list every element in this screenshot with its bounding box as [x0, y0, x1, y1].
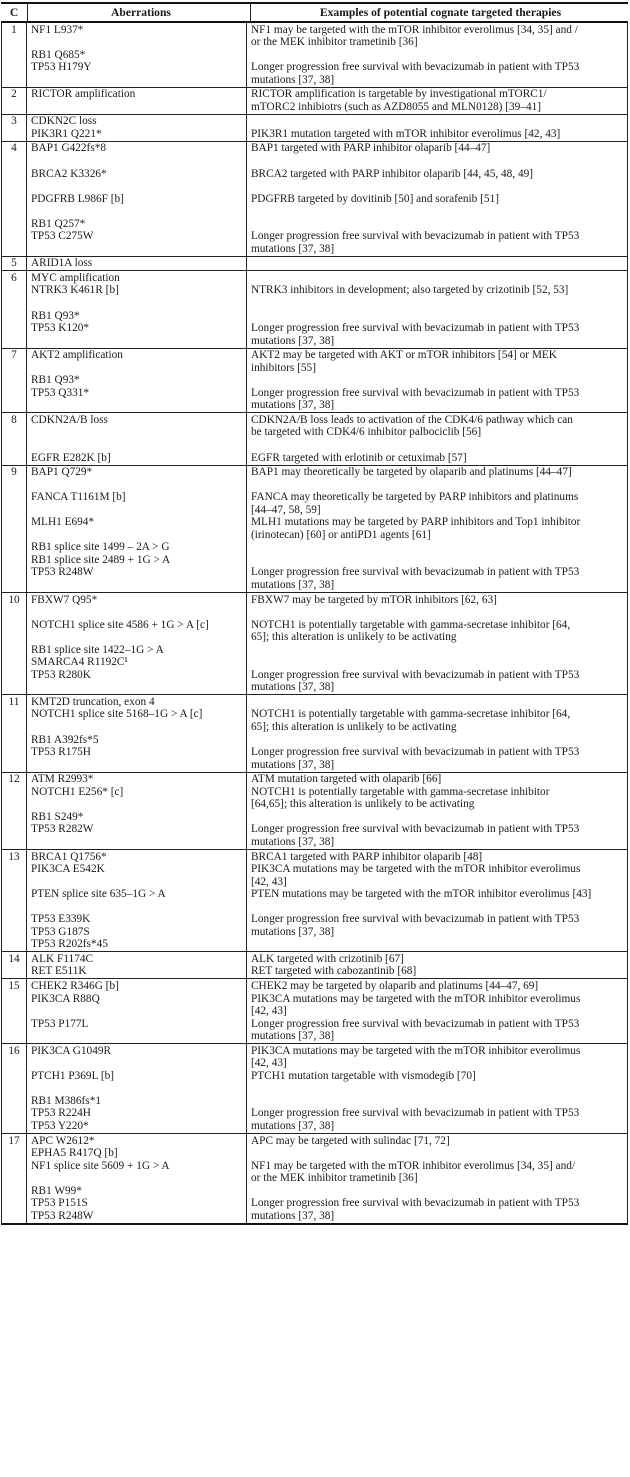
aberrations-cell — [27, 271, 247, 347]
aberration-line — [31, 876, 246, 889]
aberration-line: PIK3R1 Q221* — [31, 127, 102, 140]
therapy-line: NOTCH1 is potentially targetable with gamma-secretase inhibitor [64, — [251, 708, 571, 721]
table-row — [1, 850, 628, 952]
case-number: 9 — [2, 466, 27, 592]
aberration-line — [31, 606, 246, 619]
therapy-line: AKT2 may be targeted with AKT or mTOR inhibitors [54] or MEK — [251, 349, 557, 362]
aberrations-cell — [27, 952, 247, 978]
table-row — [1, 979, 628, 1044]
therapies-cell — [247, 142, 627, 256]
therapy-line: inhibitors [55] — [251, 361, 316, 374]
therapy-line — [251, 218, 625, 231]
aberration-line — [31, 155, 246, 168]
therapy-line: (irinotecan) [60] or antiPD1 agents [61] — [251, 528, 431, 541]
aberrations-table — [1, 2, 628, 1225]
therapy-line — [251, 257, 625, 270]
aberration-line — [31, 205, 246, 218]
therapy-line: 65]; this alteration is unlikely to be activating — [251, 721, 457, 734]
aberration-line: TP53 C275W — [31, 230, 94, 243]
therapy-line: RET targeted with cabozantinib [68] — [251, 965, 417, 978]
therapy-line: Longer progression free survival with bevacizumab in patient with TP53 — [251, 746, 580, 759]
therapy-line: BRCA1 targeted with PARP inhibitor olaparib [48] — [251, 850, 483, 863]
aberration-line: NF1 splice site 5609 + 1G > A — [31, 1159, 170, 1172]
aberration-line — [31, 335, 246, 348]
therapies-cell — [247, 413, 627, 464]
aberrations-cell — [27, 115, 247, 141]
table-row — [1, 952, 628, 979]
therapy-line — [251, 734, 625, 747]
aberration-line: BAP1 G422fs*8 — [31, 142, 107, 155]
aberration-line: TP53 H179Y — [31, 61, 92, 74]
aberration-line: MLH1 E694* — [31, 516, 95, 529]
aberration-line — [31, 529, 246, 542]
therapy-line: NTRK3 inhibitors in development; also targeted by crizotinib [52, 53] — [251, 284, 569, 297]
aberration-line: TP53 R282W — [31, 823, 94, 836]
case-number: 11 — [2, 695, 27, 771]
therapies-cell — [247, 115, 627, 141]
therapy-line: NF1 may be targeted with the mTOR inhibitor everolimus [34, 35] and/ — [251, 1159, 576, 1172]
therapy-line: mutations [37, 38] — [251, 73, 335, 86]
therapy-line: mutations [37, 38] — [251, 835, 335, 848]
aberration-line: RICTOR amplification — [31, 88, 136, 101]
table-row — [1, 1044, 628, 1134]
aberration-line: BAP1 Q729* — [31, 466, 93, 479]
aberration-line: RB1 splice site 1499 – 2A > G — [31, 541, 170, 554]
aberration-line: TP53 R248W — [31, 1209, 94, 1222]
case-number: 15 — [2, 979, 27, 1043]
aberration-line — [31, 504, 246, 517]
therapy-line: mutations [37, 38] — [251, 334, 335, 347]
aberrations-cell — [27, 349, 247, 413]
aberration-line: RET E511K — [31, 965, 87, 978]
therapies-cell — [247, 850, 627, 951]
aberration-line — [31, 36, 246, 49]
therapies-cell — [247, 695, 627, 771]
aberration-line: AKT2 amplification — [31, 349, 123, 362]
aberration-line: BRCA1 Q1756* — [31, 850, 107, 863]
aberration-line: TP53 Q331* — [31, 386, 90, 399]
therapies-cell — [247, 1134, 627, 1223]
aberration-line: PIK3CA E542K — [31, 863, 105, 876]
therapy-line: [42, 43] — [251, 875, 287, 888]
therapy-line — [251, 811, 625, 824]
aberrations-cell — [27, 88, 247, 114]
therapy-line: 65]; this alteration is unlikely to be activating — [251, 631, 457, 644]
therapy-line — [251, 541, 625, 554]
aberration-line: NOTCH1 E256* [c] — [31, 785, 124, 798]
therapy-line — [251, 155, 625, 168]
aberration-line: TP53 K120* — [31, 322, 90, 335]
therapy-line: ALK targeted with crizotinib [67] — [251, 952, 404, 965]
aberration-line: EGFR E282K [b] — [31, 451, 111, 464]
aberrations-cell — [27, 257, 247, 271]
therapy-line: NF1 may be targeted with the mTOR inhibitor everolimus [34, 35] and / — [251, 23, 578, 36]
aberration-line — [31, 362, 246, 375]
aberration-line: ARID1A loss — [31, 257, 93, 270]
therapy-line: Longer progression free survival with bevacizumab in patient with TP53 — [251, 230, 580, 243]
aberration-line: NOTCH1 splice site 5168–1G > A [c] — [31, 708, 203, 721]
therapy-line — [251, 479, 625, 492]
aberration-line: TP53 R224H — [31, 1107, 91, 1120]
therapy-line — [251, 297, 625, 310]
aberration-line: TP53 R202fs*45 — [31, 938, 108, 951]
aberrations-cell — [27, 1134, 247, 1223]
aberrations-cell — [27, 23, 247, 87]
therapy-line: ATM mutation targeted with olaparib [66] — [251, 773, 442, 786]
therapy-line — [251, 554, 625, 567]
therapy-line: Longer progression free survival with bevacizumab in patient with TP53 — [251, 61, 580, 74]
aberration-line: KMT2D truncation, exon 4 — [31, 695, 155, 708]
therapy-line: PIK3R1 mutation targeted with mTOR inhibitor everolimus [42, 43] — [251, 127, 561, 140]
aberration-line — [31, 426, 246, 439]
aberration-line: MYC amplification — [31, 271, 120, 284]
therapy-line: FBXW7 may be targeted by mTOR inhibitors [62, 63] — [251, 593, 497, 606]
case-number: 2 — [2, 88, 27, 114]
therapy-line — [251, 938, 625, 951]
therapies-cell — [247, 466, 627, 592]
table-row — [1, 142, 628, 257]
case-number: 4 — [2, 142, 27, 256]
therapy-line — [251, 901, 625, 914]
table-row — [1, 88, 628, 115]
therapies-cell — [247, 271, 627, 347]
aberrations-cell — [27, 1044, 247, 1133]
aberrations-cell — [27, 466, 247, 592]
aberration-line: NTRK3 K461R [b] — [31, 284, 119, 297]
aberration-line: PTCH1 P369L [b] — [31, 1069, 115, 1082]
therapy-line: PIK3CA mutations may be targeted with the mTOR inhibitor everolimus — [251, 992, 581, 1005]
therapy-line — [251, 606, 625, 619]
therapy-line: mutations [37, 38] — [251, 242, 335, 255]
therapy-line: Longer progression free survival with bevacizumab in patient with TP53 — [251, 322, 580, 335]
aberration-line — [31, 439, 246, 452]
therapy-line: BAP1 targeted with PARP inhibitor olaparib [44–47] — [251, 142, 491, 155]
aberration-line — [31, 101, 246, 114]
therapy-line: mutations [37, 38] — [251, 399, 335, 412]
therapy-line: mTORC2 inhibiotrs (such as AZD8055 and MLN0128) [39–41] — [251, 100, 542, 113]
therapy-line — [251, 115, 625, 128]
therapy-line: PTCH1 mutation targetable with vismodegib [70] — [251, 1069, 476, 1082]
aberrations-cell — [27, 979, 247, 1043]
aberration-line — [31, 180, 246, 193]
therapy-line: PIK3CA mutations may be targeted with the mTOR inhibitor everolimus — [251, 863, 581, 876]
therapy-line: [42, 43] — [251, 1005, 287, 1018]
table-row — [1, 115, 628, 142]
aberration-line: NF1 L937* — [31, 23, 84, 36]
therapy-line: Longer progression free survival with bevacizumab in patient with TP53 — [251, 823, 580, 836]
therapy-line: [42, 43] — [251, 1057, 287, 1070]
therapy-line: Longer progression free survival with bevacizumab in patient with TP53 — [251, 566, 580, 579]
aberrations-cell — [27, 593, 247, 694]
therapy-line — [251, 49, 625, 62]
therapies-cell — [247, 349, 627, 413]
aberration-line: RB1 A392fs*5 — [31, 733, 99, 746]
case-number: 13 — [2, 850, 27, 951]
therapy-line: PTEN mutations may be targeted with the mTOR inhibitor everolimus [43] — [251, 888, 592, 901]
therapy-line: mutations [37, 38] — [251, 681, 335, 694]
aberration-line — [31, 901, 246, 914]
aberration-line: NOTCH1 splice site 4586 + 1G > A [c] — [31, 618, 209, 631]
therapy-line: mutations [37, 38] — [251, 1030, 335, 1043]
therapy-line — [251, 644, 625, 657]
table-body — [1, 23, 628, 1223]
therapy-line: Longer progression free survival with bevacizumab in patient with TP53 — [251, 913, 580, 926]
therapy-line: Longer progression free survival with bevacizumab in patient with TP53 — [251, 1197, 580, 1210]
aberration-line — [31, 579, 246, 592]
therapy-line — [251, 310, 625, 323]
aberration-line: RB1 Q93* — [31, 374, 80, 387]
aberration-line: RB1 splice site 1422–1G > A — [31, 643, 164, 656]
table-row — [1, 413, 628, 465]
therapies-cell — [247, 257, 627, 271]
aberration-line: TP53 G187S — [31, 925, 90, 938]
therapy-line: be targeted with CDK4/6 inhibitor palbociclib [56] — [251, 426, 482, 439]
therapy-line: MLH1 mutations may be targeted by PARP inhibitors and Top1 inhibitor — [251, 516, 581, 529]
aberration-line — [31, 836, 246, 849]
case-number: 14 — [2, 952, 27, 978]
aberrations-cell — [27, 695, 247, 771]
table-row — [1, 593, 628, 695]
therapy-line: mutations [37, 38] — [251, 758, 335, 771]
aberration-line: CDKN2C loss — [31, 115, 97, 128]
therapy-line: mutations [37, 38] — [251, 1119, 335, 1132]
aberration-line — [31, 1082, 246, 1095]
aberration-line: RB1 splice site 2489 + 1G > A — [31, 553, 171, 566]
therapy-line: PDGFRB targeted by dovitinib [50] and sorafenib [51] — [251, 192, 499, 205]
aberration-line — [31, 1172, 246, 1185]
aberration-line — [31, 479, 246, 492]
aberration-line: RB1 W99* — [31, 1184, 82, 1197]
aberration-line: BRCA2 K3326* — [31, 167, 107, 180]
table-row — [1, 271, 628, 348]
therapies-cell — [247, 23, 627, 87]
aberration-line: PTEN splice site 635–1G > A — [31, 888, 166, 901]
table-row — [1, 349, 628, 414]
therapies-cell — [247, 979, 627, 1043]
therapy-line — [251, 1185, 625, 1198]
aberration-line: RB1 Q685* — [31, 48, 86, 61]
case-number: 6 — [2, 271, 27, 347]
therapy-line: CDKN2A/B loss leads to activation of the CDK4/6 pathway which can — [251, 413, 573, 426]
aberration-line — [31, 243, 246, 256]
therapies-cell — [247, 88, 627, 114]
case-number: 16 — [2, 1044, 27, 1133]
therapy-line: NOTCH1 is potentially targetable with gamma-secretase inhibitor [64, — [251, 618, 571, 631]
aberration-line: TP53 R175H — [31, 746, 91, 759]
aberration-line — [31, 631, 246, 644]
therapies-cell — [247, 593, 627, 694]
case-number: 8 — [2, 413, 27, 464]
aberration-line: FBXW7 Q95* — [31, 593, 98, 606]
header-therapies: Examples of potential cognate targeted therapies — [319, 6, 562, 19]
case-number: 10 — [2, 593, 27, 694]
therapy-line — [251, 1147, 625, 1160]
aberration-line — [31, 721, 246, 734]
case-number: 3 — [2, 115, 27, 141]
aberration-line — [31, 1005, 246, 1018]
aberration-line: PDGFRB L986F [b] — [31, 192, 124, 205]
aberration-line: RB1 M386fs*1 — [31, 1094, 101, 1107]
therapy-line: Longer progression free survival with bevacizumab in patient with TP53 — [251, 386, 580, 399]
aberration-line: RB1 Q257* — [31, 217, 86, 230]
therapy-line: BRCA2 targeted with PARP inhibitor olaparib [44, 45, 48, 49] — [251, 167, 533, 180]
case-number: 5 — [2, 257, 27, 271]
therapy-line — [251, 374, 625, 387]
therapy-line — [251, 439, 625, 452]
aberration-line — [31, 1030, 246, 1043]
aberration-line — [31, 297, 246, 310]
table-row — [1, 773, 628, 850]
therapy-line — [251, 656, 625, 669]
aberration-line: TP53 P177L — [31, 1017, 89, 1030]
case-number: 1 — [2, 23, 27, 87]
header-c: C — [1, 4, 28, 21]
aberration-line — [31, 759, 246, 772]
aberration-line: PIK3CA G1049R — [31, 1044, 112, 1057]
therapy-line — [251, 1095, 625, 1108]
aberration-line: RB1 Q93* — [31, 309, 80, 322]
therapy-line: CHEK2 may be targeted by olaparib and platinums [44–47, 69] — [251, 979, 539, 992]
therapies-cell — [247, 1044, 627, 1133]
aberration-line: TP53 R280K — [31, 668, 91, 681]
therapy-line: Longer progression free survival with bevacizumab in patient with TP53 — [251, 1107, 580, 1120]
table-row — [1, 257, 628, 272]
aberration-line — [31, 399, 246, 412]
therapy-line: mutations [37, 38] — [251, 1209, 335, 1222]
aberrations-cell — [27, 850, 247, 951]
therapy-line: [64,65]; this alteration is unlikely to be activating — [251, 798, 475, 811]
table-row — [1, 695, 628, 772]
aberration-line: ALK F1174C — [31, 952, 94, 965]
therapy-line: Longer progression free survival with bevacizumab in patient with TP53 — [251, 1017, 580, 1030]
case-number: 7 — [2, 349, 27, 413]
aberration-line: RB1 S249* — [31, 810, 84, 823]
aberrations-cell — [27, 413, 247, 464]
therapy-line: EGFR targeted with erlotinib or cetuximab [57] — [251, 451, 467, 464]
aberration-line: TP53 P151S — [31, 1197, 88, 1210]
table-row — [1, 1134, 628, 1223]
therapy-line — [251, 696, 625, 709]
aberration-line: EPHA5 R417Q [b] — [31, 1147, 118, 1160]
therapy-line: PIK3CA mutations may be targeted with the mTOR inhibitor everolimus — [251, 1044, 581, 1057]
therapy-line: or the MEK inhibitor trametinib [36] — [251, 1172, 418, 1185]
therapy-line — [251, 180, 625, 193]
aberration-line: ATM R2993* — [31, 773, 94, 786]
case-number: 12 — [2, 773, 27, 849]
therapy-line — [251, 205, 625, 218]
therapy-line: or the MEK inhibitor trametinib [36] — [251, 36, 418, 49]
aberration-line: APC W2612* — [31, 1134, 95, 1147]
therapy-line — [251, 1082, 625, 1095]
therapies-cell — [247, 773, 627, 849]
aberrations-cell — [27, 142, 247, 256]
therapy-line: Longer progression free survival with bevacizumab in patient with TP53 — [251, 668, 580, 681]
therapy-line: BAP1 may theoretically be targeted by olaparib and platinums [44–47] — [251, 466, 572, 479]
case-number: 17 — [2, 1134, 27, 1223]
aberration-line: SMARCA4 R1192C¹ — [31, 656, 128, 669]
aberration-line: CDKN2A/B loss — [31, 413, 108, 426]
aberration-line — [31, 1057, 246, 1070]
aberrations-cell — [27, 773, 247, 849]
aberration-line — [31, 798, 246, 811]
aberration-line: TP53 Y220* — [31, 1119, 89, 1132]
therapy-line: FANCA may theoretically be targeted by PARP inhibitors and platinums — [251, 491, 579, 504]
table-row — [1, 466, 628, 593]
aberration-line: FANCA T1161M [b] — [31, 491, 126, 504]
table-row — [1, 23, 628, 88]
table-header — [1, 4, 628, 23]
aberration-line: TP53 E339K — [31, 913, 91, 926]
therapy-line: APC may be targeted with sulindac [71, 72] — [251, 1134, 450, 1147]
therapy-line: mutations [37, 38] — [251, 925, 335, 938]
therapy-line: RICTOR amplification is targetable by investigational mTORC1/ — [251, 88, 547, 101]
aberration-line: CHEK2 R346G [b] — [31, 979, 119, 992]
aberration-line — [31, 74, 246, 87]
therapy-line — [251, 272, 625, 285]
therapy-line: [44–47, 58, 59] — [251, 503, 321, 516]
aberration-line: PIK3CA R88Q — [31, 992, 100, 1005]
therapy-line: NOTCH1 is potentially targetable with gamma-secretase inhibitor — [251, 785, 550, 798]
aberration-line: TP53 R248W — [31, 566, 94, 579]
therapies-cell — [247, 952, 627, 978]
therapy-line: mutations [37, 38] — [251, 579, 335, 592]
header-aberrations: Aberrations — [28, 4, 251, 21]
aberration-line — [31, 681, 246, 694]
